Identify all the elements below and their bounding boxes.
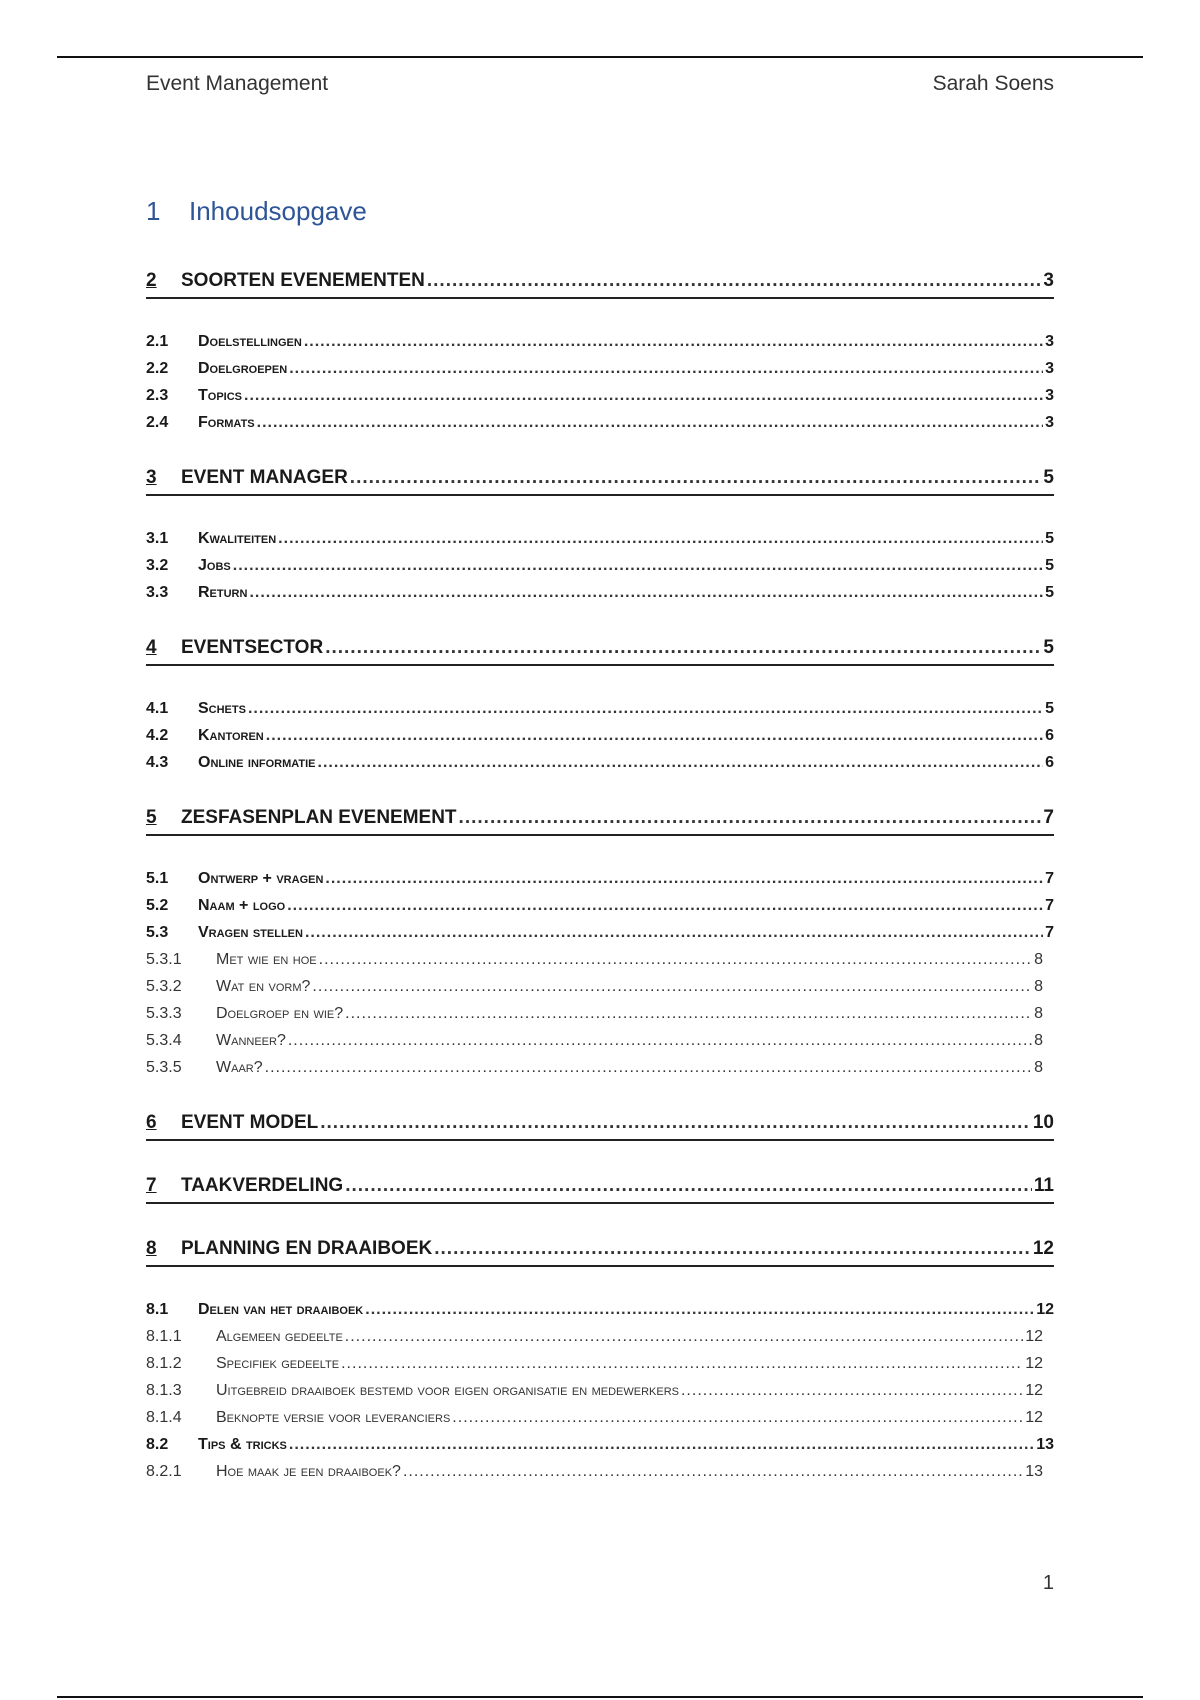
footer-rule (57, 1696, 1143, 1698)
toc-entry[interactable] (146, 270, 1054, 299)
toc-entry-page: 13 (1025, 1463, 1043, 1480)
toc-leader-dots (459, 807, 1042, 829)
toc-entry-page: 3 (1045, 414, 1054, 431)
toc-entry-number: 5.3 (146, 924, 169, 941)
toc-leader-dots (278, 530, 1043, 548)
toc-entry-label: Doelstellingen (198, 333, 302, 350)
toc-entry-label: Doelgroepen (198, 360, 288, 377)
toc-entry[interactable] (146, 467, 1054, 496)
toc-entry-label: Schets (198, 700, 246, 717)
header-rule (57, 56, 1143, 58)
toc-entry[interactable] (146, 387, 1054, 414)
toc-entry-number: 8.1.4 (146, 1409, 182, 1426)
toc-leader-dots (325, 870, 1043, 888)
toc-entry[interactable] (146, 1112, 1054, 1141)
toc-entry-page: 7 (1043, 807, 1054, 828)
toc-entry-number: 5.3.3 (146, 1005, 182, 1022)
toc-leader-dots (434, 1238, 1031, 1260)
toc-entry[interactable] (146, 1436, 1054, 1463)
toc-entry-label: EVENT MODEL (181, 1112, 319, 1133)
toc-entry-page: 7 (1045, 924, 1054, 941)
toc-leader-dots (249, 584, 1043, 602)
toc-entry[interactable] (146, 333, 1054, 360)
toc-entry[interactable] (146, 1175, 1054, 1204)
toc-leader-dots (345, 1328, 1023, 1346)
toc-entry-number: 4.3 (146, 754, 169, 771)
toc-entry-page: 3 (1043, 270, 1054, 291)
toc-leader-dots (289, 360, 1043, 378)
toc-entry[interactable] (146, 1328, 1054, 1355)
toc-entry-page: 7 (1045, 897, 1054, 914)
toc-entry-page: 3 (1045, 387, 1054, 404)
toc-entry[interactable] (146, 557, 1054, 584)
toc-entry-label: Met wie en hoe (216, 951, 317, 968)
toc-entry-label: Jobs (198, 557, 231, 574)
toc-entry-label: Delen van het draaiboek (198, 1301, 364, 1318)
toc-entry-label: Beknopte versie voor leveranciers (216, 1409, 451, 1426)
toc-leader-dots (350, 467, 1042, 489)
toc-entry-number: 5.2 (146, 897, 169, 914)
toc-entry-label: Kwaliteiten (198, 530, 277, 547)
toc-entry-label: Formats (198, 414, 255, 431)
toc-entry[interactable] (146, 584, 1054, 611)
toc-entry-label: Ontwerp + vragen (198, 870, 324, 887)
toc-entry-page: 12 (1025, 1382, 1043, 1399)
toc-entry-label: Uitgebreid draaiboek bestemd voor eigen organisatie en medewerkers (216, 1382, 679, 1399)
toc-entry[interactable] (146, 637, 1054, 666)
toc-heading (146, 196, 367, 227)
toc-leader-dots (257, 414, 1043, 432)
toc-entry-label: TAAKVERDELING (181, 1175, 344, 1196)
table-of-contents (146, 270, 1054, 1490)
toc-entry-label: Topics (198, 387, 243, 404)
page-number: 1 (1042, 1572, 1054, 1594)
toc-entry-page: 12 (1036, 1301, 1054, 1318)
toc-entry-number: 5 (146, 807, 157, 828)
toc-entry-page: 10 (1032, 1112, 1054, 1133)
toc-entry[interactable] (146, 1409, 1054, 1436)
toc-leader-dots (345, 1005, 1032, 1023)
toc-entry-page: 7 (1045, 870, 1054, 887)
toc-entry-number: 8.1.1 (146, 1328, 182, 1345)
toc-entry[interactable] (146, 1463, 1054, 1490)
toc-entry-number: 2.3 (146, 387, 169, 404)
toc-entry-label: SOORTEN EVENEMENTEN (181, 270, 425, 291)
toc-entry-page: 5 (1045, 584, 1054, 601)
toc-entry-number: 2 (146, 270, 157, 291)
toc-entry-number: 8 (146, 1238, 157, 1259)
toc-entry-label: Specifiek gedeelte (216, 1355, 340, 1372)
toc-entry-number: 3.2 (146, 557, 169, 574)
toc-entry-page: 5 (1045, 700, 1054, 717)
toc-heading-number: 1 (146, 196, 161, 226)
toc-entry-number: 4 (146, 637, 157, 658)
toc-entry[interactable] (146, 924, 1054, 951)
toc-entry-page: 8 (1034, 1005, 1043, 1022)
toc-entry-number: 5.3.5 (146, 1059, 182, 1076)
toc-leader-dots (427, 270, 1042, 292)
toc-entry-label: Naam + logo (198, 897, 286, 914)
toc-entry-number: 5.3.1 (146, 951, 182, 968)
toc-entry[interactable] (146, 727, 1054, 754)
toc-entry[interactable] (146, 897, 1054, 924)
toc-entry-number: 4.1 (146, 700, 169, 717)
toc-entry-page: 5 (1043, 637, 1054, 658)
toc-entry-number: 8.1.3 (146, 1382, 182, 1399)
toc-leader-dots (288, 1032, 1032, 1050)
toc-entry[interactable] (146, 754, 1054, 781)
toc-leader-dots (320, 1112, 1031, 1134)
toc-entry[interactable] (146, 1238, 1054, 1267)
toc-leader-dots (319, 951, 1032, 969)
toc-entry-label: Waar? (216, 1059, 263, 1076)
toc-entry-page: 5 (1045, 530, 1054, 547)
toc-entry-page: 8 (1034, 1032, 1043, 1049)
toc-entry-number: 2.2 (146, 360, 169, 377)
header-author: Sarah Soens (932, 72, 1054, 95)
toc-leader-dots (345, 1175, 1032, 1197)
toc-entry-page: 3 (1045, 360, 1054, 377)
toc-entry-page: 11 (1033, 1175, 1054, 1196)
toc-entry-page: 3 (1045, 333, 1054, 350)
toc-entry[interactable] (146, 1059, 1054, 1086)
toc-entry-page: 6 (1045, 727, 1054, 744)
toc-entry-page: 12 (1025, 1409, 1043, 1426)
toc-entry-page: 5 (1043, 467, 1054, 488)
toc-entry-number: 3.1 (146, 530, 169, 547)
toc-entry-number: 2.1 (146, 333, 169, 350)
toc-leader-dots (233, 557, 1043, 575)
toc-leader-dots (248, 700, 1043, 718)
toc-entry-label: Vragen stellen (198, 924, 303, 941)
toc-entry-label: Hoe maak je een draaiboek? (216, 1463, 401, 1480)
toc-entry[interactable] (146, 1032, 1054, 1059)
toc-entry[interactable] (146, 1355, 1054, 1382)
toc-leader-dots (304, 333, 1043, 351)
toc-entry-number: 5.1 (146, 870, 169, 887)
toc-entry-page: 13 (1036, 1436, 1054, 1453)
toc-entry-number: 6 (146, 1112, 157, 1133)
toc-entry-label: Online informatie (198, 754, 316, 771)
toc-leader-dots (341, 1355, 1023, 1373)
toc-entry[interactable] (146, 530, 1054, 557)
toc-leader-dots (452, 1409, 1023, 1427)
header-title: Event Management (146, 72, 329, 95)
toc-entry-page: 12 (1025, 1355, 1043, 1372)
toc-entry-label: Kantoren (198, 727, 264, 744)
toc-leader-dots (266, 727, 1043, 745)
toc-entry-label: Wanneer? (216, 1032, 286, 1049)
toc-leader-dots (312, 978, 1032, 996)
toc-leader-dots (289, 1436, 1034, 1454)
toc-entry[interactable] (146, 1382, 1054, 1409)
toc-entry-label: EVENT MANAGER (181, 467, 348, 488)
toc-entry-number: 8.1 (146, 1301, 169, 1318)
toc-leader-dots (244, 387, 1043, 405)
toc-entry-label: Wat en vorm? (216, 978, 311, 995)
toc-entry-number: 3 (146, 467, 157, 488)
toc-entry-page: 8 (1034, 951, 1043, 968)
toc-entry-number: 8.2.1 (146, 1463, 182, 1480)
toc-entry-number: 7 (146, 1175, 157, 1196)
toc-entry[interactable] (146, 870, 1054, 897)
toc-leader-dots (318, 754, 1044, 772)
toc-entry[interactable] (146, 807, 1054, 836)
toc-entry-label: Algemeen gedeelte (216, 1328, 343, 1345)
toc-leader-dots (305, 924, 1043, 942)
toc-entry-number: 8.1.2 (146, 1355, 182, 1372)
toc-entry-page: 8 (1034, 1059, 1043, 1076)
toc-entry[interactable] (146, 1005, 1054, 1032)
toc-heading-text: Inhoudsopgave (189, 196, 367, 226)
toc-entry-label: ZESFASENPLAN EVENEMENT (181, 807, 457, 828)
toc-leader-dots (403, 1463, 1023, 1481)
toc-entry[interactable] (146, 1301, 1054, 1328)
toc-entry[interactable] (146, 414, 1054, 441)
toc-entry-label: Return (198, 584, 248, 601)
toc-entry-number: 5.3.2 (146, 978, 182, 995)
toc-entry-label: EVENTSECTOR (181, 637, 324, 658)
toc-entry-page: 6 (1045, 754, 1054, 771)
toc-entry[interactable] (146, 700, 1054, 727)
toc-entry[interactable] (146, 978, 1054, 1005)
toc-entry-number: 3.3 (146, 584, 169, 601)
toc-entry-number: 4.2 (146, 727, 169, 744)
toc-entry-page: 12 (1025, 1328, 1043, 1345)
toc-entry-label: Doelgroep en wie? (216, 1005, 344, 1022)
toc-entry-page: 12 (1032, 1238, 1054, 1259)
toc-leader-dots (325, 637, 1041, 659)
toc-entry-page: 5 (1045, 557, 1054, 574)
toc-entry-number: 5.3.4 (146, 1032, 182, 1049)
toc-leader-dots (681, 1382, 1023, 1400)
toc-leader-dots (265, 1059, 1032, 1077)
toc-entry-number: 8.2 (146, 1436, 169, 1453)
toc-entry-label: PLANNING EN DRAAIBOEK (181, 1238, 433, 1259)
toc-entry-number: 2.4 (146, 414, 169, 431)
toc-entry[interactable] (146, 951, 1054, 978)
toc-leader-dots (287, 897, 1043, 915)
toc-leader-dots (365, 1301, 1034, 1319)
toc-entry[interactable] (146, 360, 1054, 387)
toc-entry-page: 8 (1034, 978, 1043, 995)
toc-entry-label: Tips & tricks (198, 1436, 287, 1453)
